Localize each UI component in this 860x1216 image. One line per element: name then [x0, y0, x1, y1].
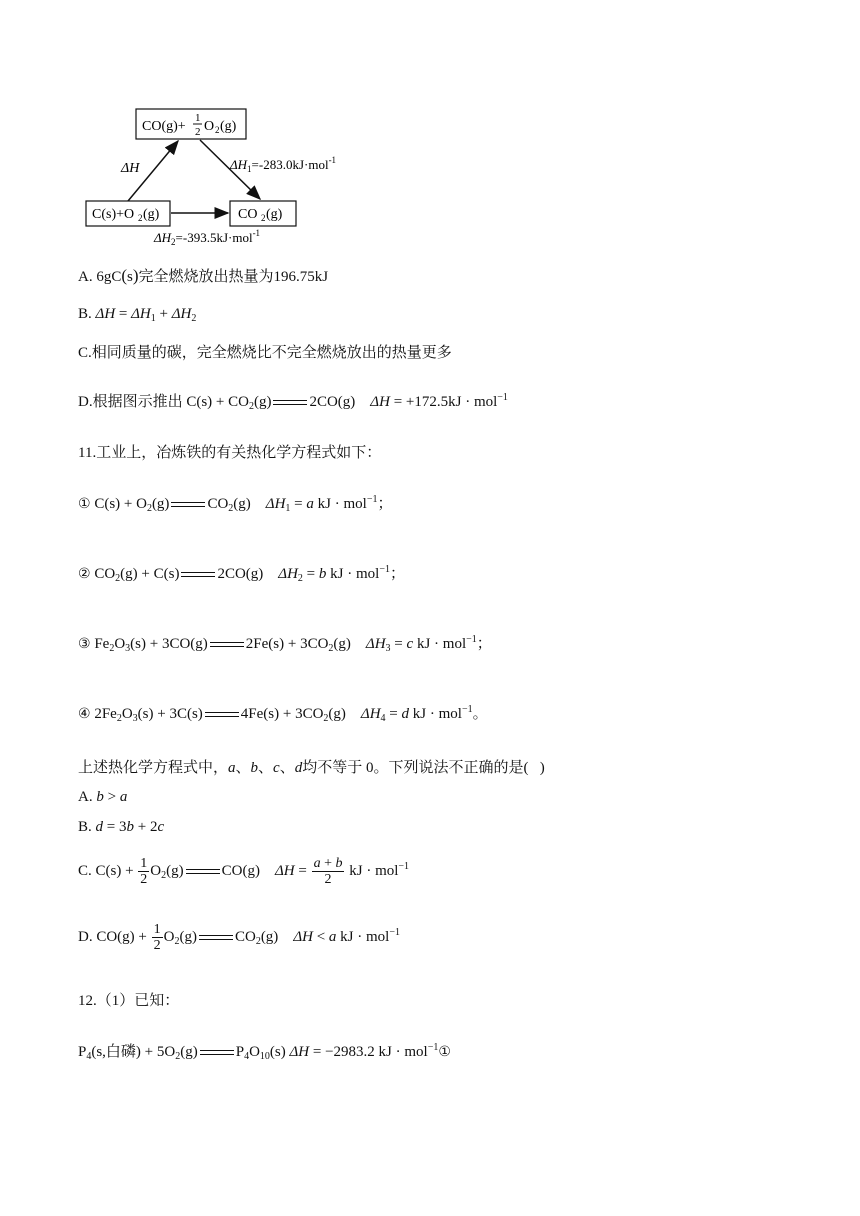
dH2-label: $\Delta H_2=-393.5kJ\cdot mol^{-1}$ [154, 228, 261, 247]
q11-option-a: A. b > a [78, 789, 128, 805]
q12-stem: 12.（1）已知： [78, 993, 180, 1009]
svg-text:(g): (g) [220, 119, 237, 134]
svg-text:CO(g)+: CO(g)+ [142, 119, 186, 134]
q11-eq3: ③ $Fe_2O_3(s) + 3CO(g) 2Fe(s) + 3CO_2(g)$ $\Delta H_3 = c$ kJ · mol$^{-1}$； [78, 634, 492, 654]
q11-eq1: ① $C(s) + O_2(g)$ $CO_2(g)$ $\Delta H_1 = a$ kJ · mol$^{-1}$； [78, 494, 393, 514]
q11-option-d: D. CO(g) + $\frac{1}{2}$ $O_2(g)$ $CO_2(g)$ ΔH < a kJ · mol$^{-1}$ [78, 922, 400, 953]
dH-label: ΔH [121, 161, 140, 176]
svg-text:CO: CO [238, 207, 258, 222]
svg-text:2: 2 [138, 213, 143, 223]
q11-question: 上述热化学方程式中，a、b、c、d均不等于 0。下列说法不正确的是( ) [78, 760, 545, 776]
dH1-label: $\Delta H_1=-283.0kJ\cdot mol^{-1}$ [230, 155, 337, 174]
q11-stem: 11.工业上，冶炼铁的有关热化学方程式如下： [78, 445, 382, 461]
svg-text:(g): (g) [143, 207, 160, 222]
q10-option-c: C.相同质量的碳，完全燃烧比不完全燃烧放出的热量更多 [78, 345, 452, 361]
q11-option-c: C. C(s) + $\frac{1}{2}$ $O_2(g)$ CO(g) ΔH = $\frac{a + b}{2}$ kJ · mol$^{-1}$ [78, 856, 410, 887]
svg-text:C(s)+O: C(s)+O [92, 207, 135, 222]
svg-text:O: O [204, 119, 215, 134]
svg-text:2: 2 [261, 213, 266, 223]
q10-option-a: A. 6gC(s)完全燃烧放出热量为196.75kJ [78, 266, 329, 285]
svg-text:2: 2 [195, 126, 201, 138]
q11-eq4: ④ $2Fe_2O_3(s) + 3C(s) 4Fe(s) + 3CO_2(g)$ $\Delta H_4 = d$ kJ · mol$^{-1}$。 [78, 704, 488, 724]
q10-option-b: B. $\Delta H = \Delta H_1 + \Delta H_2$ [78, 306, 197, 324]
q10-option-d: D.根据图示推出 $C(s) + CO_2(g)$ 2CO(g) ΔH = +172.5kJ · mol$^{-1}$ [78, 392, 508, 412]
svg-text:2: 2 [215, 125, 220, 135]
q11-option-b: B. d = 3b + 2c [78, 819, 165, 835]
svg-text:(g): (g) [266, 207, 283, 222]
energy-cycle-diagram [0, 0, 860, 250]
q11-eq2: ② $CO_2(g) + C(s)$ 2CO(g) $\Delta H_2 = b$ kJ · mol$^{-1}$； [78, 564, 405, 584]
svg-text:1: 1 [195, 112, 201, 124]
q12-eq1: $P_4(s$,白磷) + $5O_2(g)$ $P_4O_{10}(s) \Delta H = -2983.2$ kJ · mol$^{-1}$① [78, 1042, 451, 1062]
